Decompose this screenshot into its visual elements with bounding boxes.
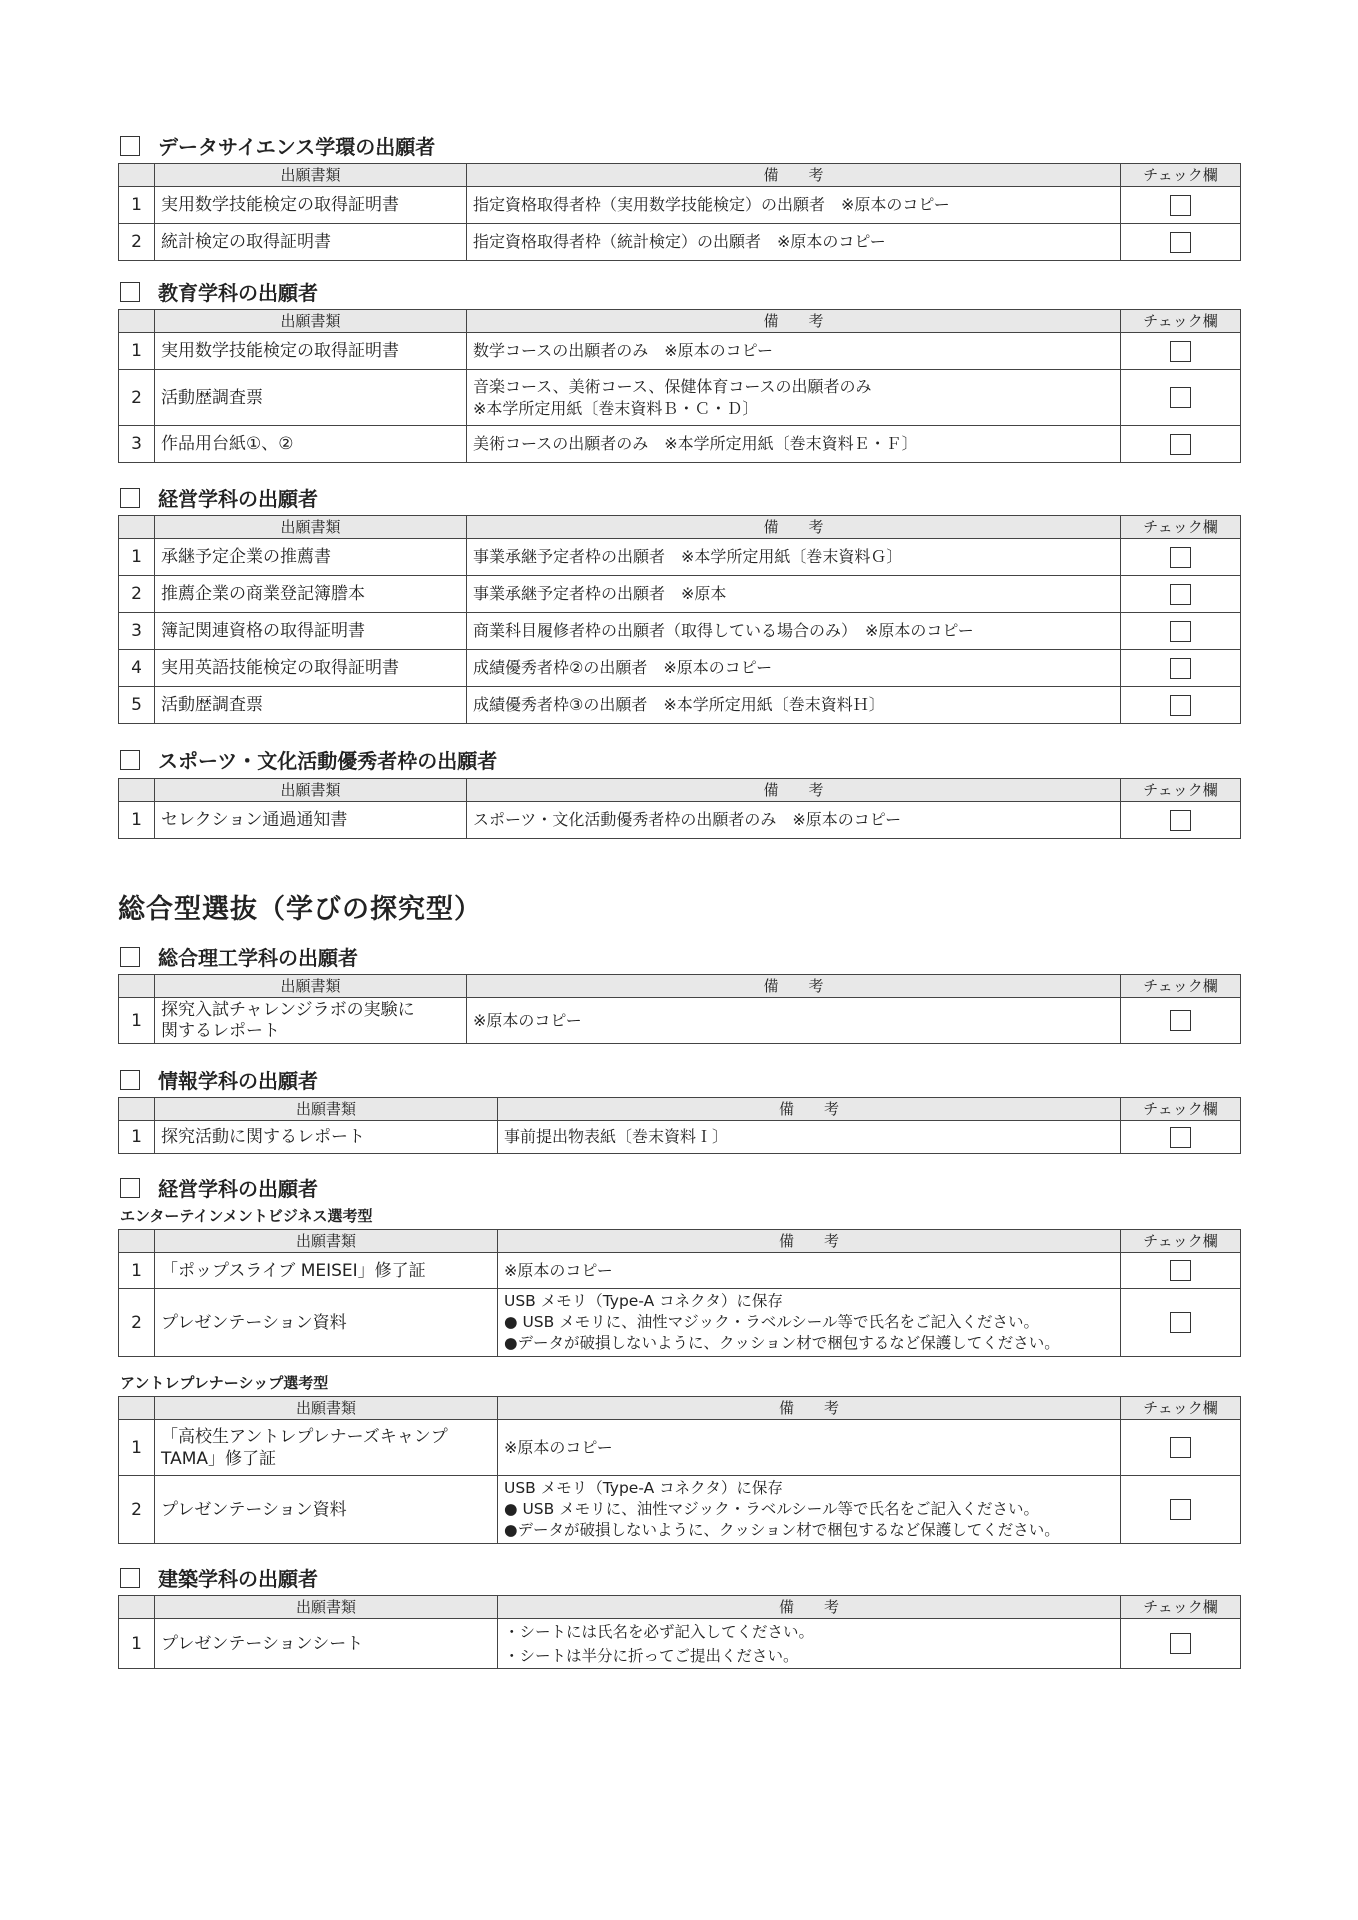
doc-name: プレゼンテーション資料 (155, 1289, 498, 1357)
check-cell (1121, 224, 1241, 261)
header-check: チェック欄 (1121, 779, 1241, 802)
row-number: 1 (119, 187, 155, 224)
remarks: 数学コースの出願者のみ ※原本のコピー (467, 333, 1121, 370)
remarks: 商業科目履修者枠の出願者（取得している場合のみ） ※原本のコピー (467, 613, 1121, 650)
header-no (119, 310, 155, 333)
check-cell (1121, 539, 1241, 576)
row-number: 3 (119, 426, 155, 463)
section-checkbox[interactable] (120, 1568, 140, 1588)
doc-name: 統計検定の取得証明書 (155, 224, 467, 261)
checkbox[interactable] (1170, 584, 1191, 605)
remarks-line: USB メモリ（Type-A コネクタ）に保存 (504, 1292, 783, 1310)
check-cell (1121, 1253, 1241, 1289)
table-row (119, 1121, 1241, 1154)
table-row (119, 650, 1241, 687)
row-number: 1 (119, 802, 155, 839)
check-cell (1121, 426, 1241, 463)
row-number: 1 (119, 1420, 155, 1476)
table-row (119, 333, 1241, 370)
remarks-line: ※本学所定用紙〔巻末資料Ｂ・Ｃ・Ｄ〕 (473, 398, 759, 418)
row-number: 2 (119, 1476, 155, 1544)
table-row (119, 613, 1241, 650)
header-no (119, 1230, 155, 1253)
check-cell (1121, 187, 1241, 224)
check-cell (1121, 802, 1241, 839)
section-title-text: 経営学科の出願者 (158, 1177, 318, 1201)
checkbox[interactable] (1170, 232, 1191, 253)
remarks: 美術コースの出願者のみ ※本学所定用紙〔巻末資料Ｅ・Ｆ〕 (467, 426, 1121, 463)
table-header-row (119, 1230, 1241, 1253)
header-no (119, 164, 155, 187)
table-row (119, 539, 1241, 576)
header-doc: 出願書類 (155, 1596, 498, 1619)
table-architecture (118, 1595, 1241, 1669)
doc-name: 「ポップスライブ MEISEI」修了証 (155, 1253, 498, 1289)
remarks (498, 1619, 1121, 1669)
remarks-line: USB メモリ（Type-A コネクタ）に保存 (504, 1479, 783, 1497)
header-remarks: 備 考 (498, 1397, 1121, 1420)
table-row (119, 802, 1241, 839)
section-title-science-engineering (120, 942, 358, 971)
row-number: 2 (119, 576, 155, 613)
table-row (119, 687, 1241, 724)
remarks: 事業承継予定者枠の出願者 ※原本 (467, 576, 1121, 613)
table-data-science (118, 163, 1241, 261)
table-header-row (119, 1397, 1241, 1420)
header-remarks: 備 考 (467, 779, 1121, 802)
check-cell (1121, 650, 1241, 687)
section-title-architecture (120, 1563, 318, 1592)
table-science-engineering (118, 974, 1241, 1044)
table-row (119, 1420, 1241, 1476)
header-doc: 出願書類 (155, 516, 467, 539)
remarks: ※原本のコピー (498, 1253, 1121, 1289)
sub-title-entrepreneurship: アントレプレナーシップ選考型 (120, 1374, 329, 1392)
checkbox[interactable] (1170, 658, 1191, 679)
row-number: 5 (119, 687, 155, 724)
checkbox[interactable] (1170, 1127, 1191, 1148)
check-cell (1121, 613, 1241, 650)
section-title-business-2 (120, 1173, 318, 1202)
header-doc: 出願書類 (155, 1397, 498, 1420)
row-number: 1 (119, 1253, 155, 1289)
checkbox[interactable] (1170, 434, 1191, 455)
doc-name: 簿記関連資格の取得証明書 (155, 613, 467, 650)
table-row (119, 1289, 1241, 1357)
header-doc: 出願書類 (155, 310, 467, 333)
table-row (119, 426, 1241, 463)
header-remarks: 備 考 (467, 516, 1121, 539)
header-check: チェック欄 (1121, 1397, 1241, 1420)
table-header-row (119, 310, 1241, 333)
header-no (119, 1098, 155, 1121)
header-remarks: 備 考 (467, 164, 1121, 187)
check-cell (1121, 1420, 1241, 1476)
checkbox[interactable] (1170, 1260, 1191, 1281)
header-no (119, 779, 155, 802)
header-remarks: 備 考 (498, 1098, 1121, 1121)
doc-name-line: 探究入試チャレンジラボの実験に (161, 999, 415, 1020)
header-check: チェック欄 (1121, 1230, 1241, 1253)
checkbox[interactable] (1170, 195, 1191, 216)
table-header-row (119, 975, 1241, 998)
checkbox[interactable] (1170, 695, 1191, 716)
row-number: 3 (119, 613, 155, 650)
check-cell (1121, 687, 1241, 724)
remarks (498, 1289, 1121, 1357)
doc-name: 探究活動に関するレポート (155, 1121, 498, 1154)
header-doc: 出願書類 (155, 1098, 498, 1121)
check-cell (1121, 1476, 1241, 1544)
sub-title-entertainment: エンターテインメントビジネス選考型 (120, 1207, 373, 1225)
checkbox[interactable] (1170, 621, 1191, 642)
section-checkbox[interactable] (120, 1070, 140, 1090)
remarks: ※原本のコピー (498, 1420, 1121, 1476)
doc-name: 推薦企業の商業登記簿謄本 (155, 576, 467, 613)
check-cell (1121, 370, 1241, 426)
table-header-row (119, 779, 1241, 802)
checkbox[interactable] (1170, 547, 1191, 568)
doc-name-line: TAMA」修了証 (161, 1448, 276, 1469)
table-row (119, 370, 1241, 426)
check-cell (1121, 1289, 1241, 1357)
remarks (498, 1476, 1121, 1544)
section-title-text: データサイエンス学環の出願者 (158, 135, 436, 159)
header-no (119, 516, 155, 539)
doc-name: プレゼンテーションシート (155, 1619, 498, 1669)
table-business (118, 515, 1241, 724)
row-number: 4 (119, 650, 155, 687)
check-cell (1121, 576, 1241, 613)
section-title-text: 情報学科の出願者 (158, 1069, 318, 1093)
doc-name: 作品用台紙①、② (155, 426, 467, 463)
header-no (119, 1596, 155, 1619)
doc-name-line: 「高校生アントレプレナーズキャンプ (161, 1426, 448, 1447)
header-check: チェック欄 (1121, 516, 1241, 539)
remarks-line: ・シートには氏名を必ず記入してください。 (504, 1622, 815, 1641)
header-remarks: 備 考 (498, 1230, 1121, 1253)
checkbox[interactable] (1170, 810, 1191, 831)
table-education (118, 309, 1241, 463)
remarks: 指定資格取得者枠（統計検定）の出願者 ※原本のコピー (467, 224, 1121, 261)
header-no (119, 1397, 155, 1420)
table-informatics (118, 1097, 1241, 1154)
remarks-line: ● USB メモリに、油性マジック・ラベルシール等で氏名をご記入ください。 (504, 1500, 1040, 1518)
checkbox[interactable] (1170, 1010, 1191, 1031)
section-title-data-science (120, 131, 435, 160)
doc-name: プレゼンテーション資料 (155, 1476, 498, 1544)
section-checkbox[interactable] (120, 1178, 140, 1198)
row-number: 2 (119, 370, 155, 426)
section-title-education (120, 277, 318, 306)
header-check: チェック欄 (1121, 164, 1241, 187)
remarks: スポーツ・文化活動優秀者枠の出願者のみ ※原本のコピー (467, 802, 1121, 839)
doc-name (155, 1420, 498, 1476)
section-title-text: 総合理工学科の出願者 (158, 946, 358, 970)
remarks: 成績優秀者枠③の出願者 ※本学所定用紙〔巻末資料Ｈ〕 (467, 687, 1121, 724)
section-title-text: 建築学科の出願者 (158, 1567, 318, 1591)
row-number: 1 (119, 1121, 155, 1154)
doc-name: 活動歴調査票 (155, 687, 467, 724)
checkbox[interactable] (1170, 341, 1191, 362)
section-checkbox[interactable] (120, 282, 140, 302)
header-doc: 出願書類 (155, 164, 467, 187)
doc-name-line: 関するレポート (161, 1020, 280, 1041)
checkbox[interactable] (1170, 1312, 1191, 1333)
check-cell (1121, 1619, 1241, 1669)
remarks: ※原本のコピー (467, 998, 1121, 1044)
row-number: 2 (119, 224, 155, 261)
doc-name (155, 998, 467, 1044)
check-cell (1121, 333, 1241, 370)
remarks: 指定資格取得者枠（実用数学技能検定）の出願者 ※原本のコピー (467, 187, 1121, 224)
doc-name: 実用数学技能検定の取得証明書 (155, 187, 467, 224)
remarks-line: 音楽コース、美術コース、保健体育コースの出願者のみ (473, 376, 872, 396)
remarks: 事前提出物表紙〔巻末資料Ｉ〕 (498, 1121, 1121, 1154)
checkbox[interactable] (1170, 1499, 1191, 1520)
section-checkbox[interactable] (120, 136, 140, 156)
section-checkbox[interactable] (120, 750, 140, 770)
section-title-text: 教育学科の出願者 (158, 281, 318, 305)
table-sports-culture (118, 778, 1241, 839)
main-title: 総合型選抜（学びの探究型） (118, 894, 482, 925)
table-row (119, 187, 1241, 224)
checkbox[interactable] (1170, 1633, 1191, 1654)
header-remarks: 備 考 (467, 310, 1121, 333)
remarks: 事業承継予定者枠の出願者 ※本学所定用紙〔巻末資料Ｇ〕 (467, 539, 1121, 576)
remarks-line: ● USB メモリに、油性マジック・ラベルシール等で氏名をご記入ください。 (504, 1313, 1040, 1331)
table-row (119, 1253, 1241, 1289)
section-title-text: 経営学科の出願者 (158, 487, 318, 511)
checkbox[interactable] (1170, 1437, 1191, 1458)
doc-name: 承継予定企業の推薦書 (155, 539, 467, 576)
header-doc: 出願書類 (155, 1230, 498, 1253)
section-title-sports-culture (120, 745, 497, 774)
doc-name: セレクション通過通知書 (155, 802, 467, 839)
section-checkbox[interactable] (120, 488, 140, 508)
header-check: チェック欄 (1121, 1098, 1241, 1121)
section-title-business (120, 483, 318, 512)
header-check: チェック欄 (1121, 975, 1241, 998)
row-number: 1 (119, 1619, 155, 1669)
table-row (119, 1619, 1241, 1669)
header-remarks: 備 考 (498, 1596, 1121, 1619)
table-row (119, 998, 1241, 1044)
header-doc: 出願書類 (155, 975, 467, 998)
check-cell (1121, 1121, 1241, 1154)
row-number: 2 (119, 1289, 155, 1357)
header-remarks: 備 考 (467, 975, 1121, 998)
header-no (119, 975, 155, 998)
row-number: 1 (119, 333, 155, 370)
doc-name: 実用英語技能検定の取得証明書 (155, 650, 467, 687)
section-checkbox[interactable] (120, 947, 140, 967)
remarks: 成績優秀者枠②の出願者 ※原本のコピー (467, 650, 1121, 687)
row-number: 1 (119, 539, 155, 576)
table-entrepreneurship (118, 1396, 1241, 1544)
row-number: 1 (119, 998, 155, 1044)
remarks (467, 370, 1121, 426)
remarks-line: ●データが破損しないように、クッション材で梱包するなど保護してください。 (504, 1521, 1060, 1539)
remarks-line: ●データが破損しないように、クッション材で梱包するなど保護してください。 (504, 1334, 1060, 1352)
header-doc: 出願書類 (155, 779, 467, 802)
remarks-line: ・シートは半分に折ってご提出ください。 (504, 1646, 799, 1665)
header-check: チェック欄 (1121, 310, 1241, 333)
table-header-row (119, 164, 1241, 187)
table-header-row (119, 1098, 1241, 1121)
doc-name: 活動歴調査票 (155, 370, 467, 426)
section-title-text: スポーツ・文化活動優秀者枠の出願者 (158, 749, 498, 773)
table-header-row (119, 1596, 1241, 1619)
table-row (119, 224, 1241, 261)
table-row (119, 576, 1241, 613)
table-entertainment (118, 1229, 1241, 1357)
checkbox[interactable] (1170, 387, 1191, 408)
doc-name: 実用数学技能検定の取得証明書 (155, 333, 467, 370)
table-row (119, 1476, 1241, 1544)
check-cell (1121, 998, 1241, 1044)
header-check: チェック欄 (1121, 1596, 1241, 1619)
section-title-informatics (120, 1065, 318, 1094)
table-header-row (119, 516, 1241, 539)
